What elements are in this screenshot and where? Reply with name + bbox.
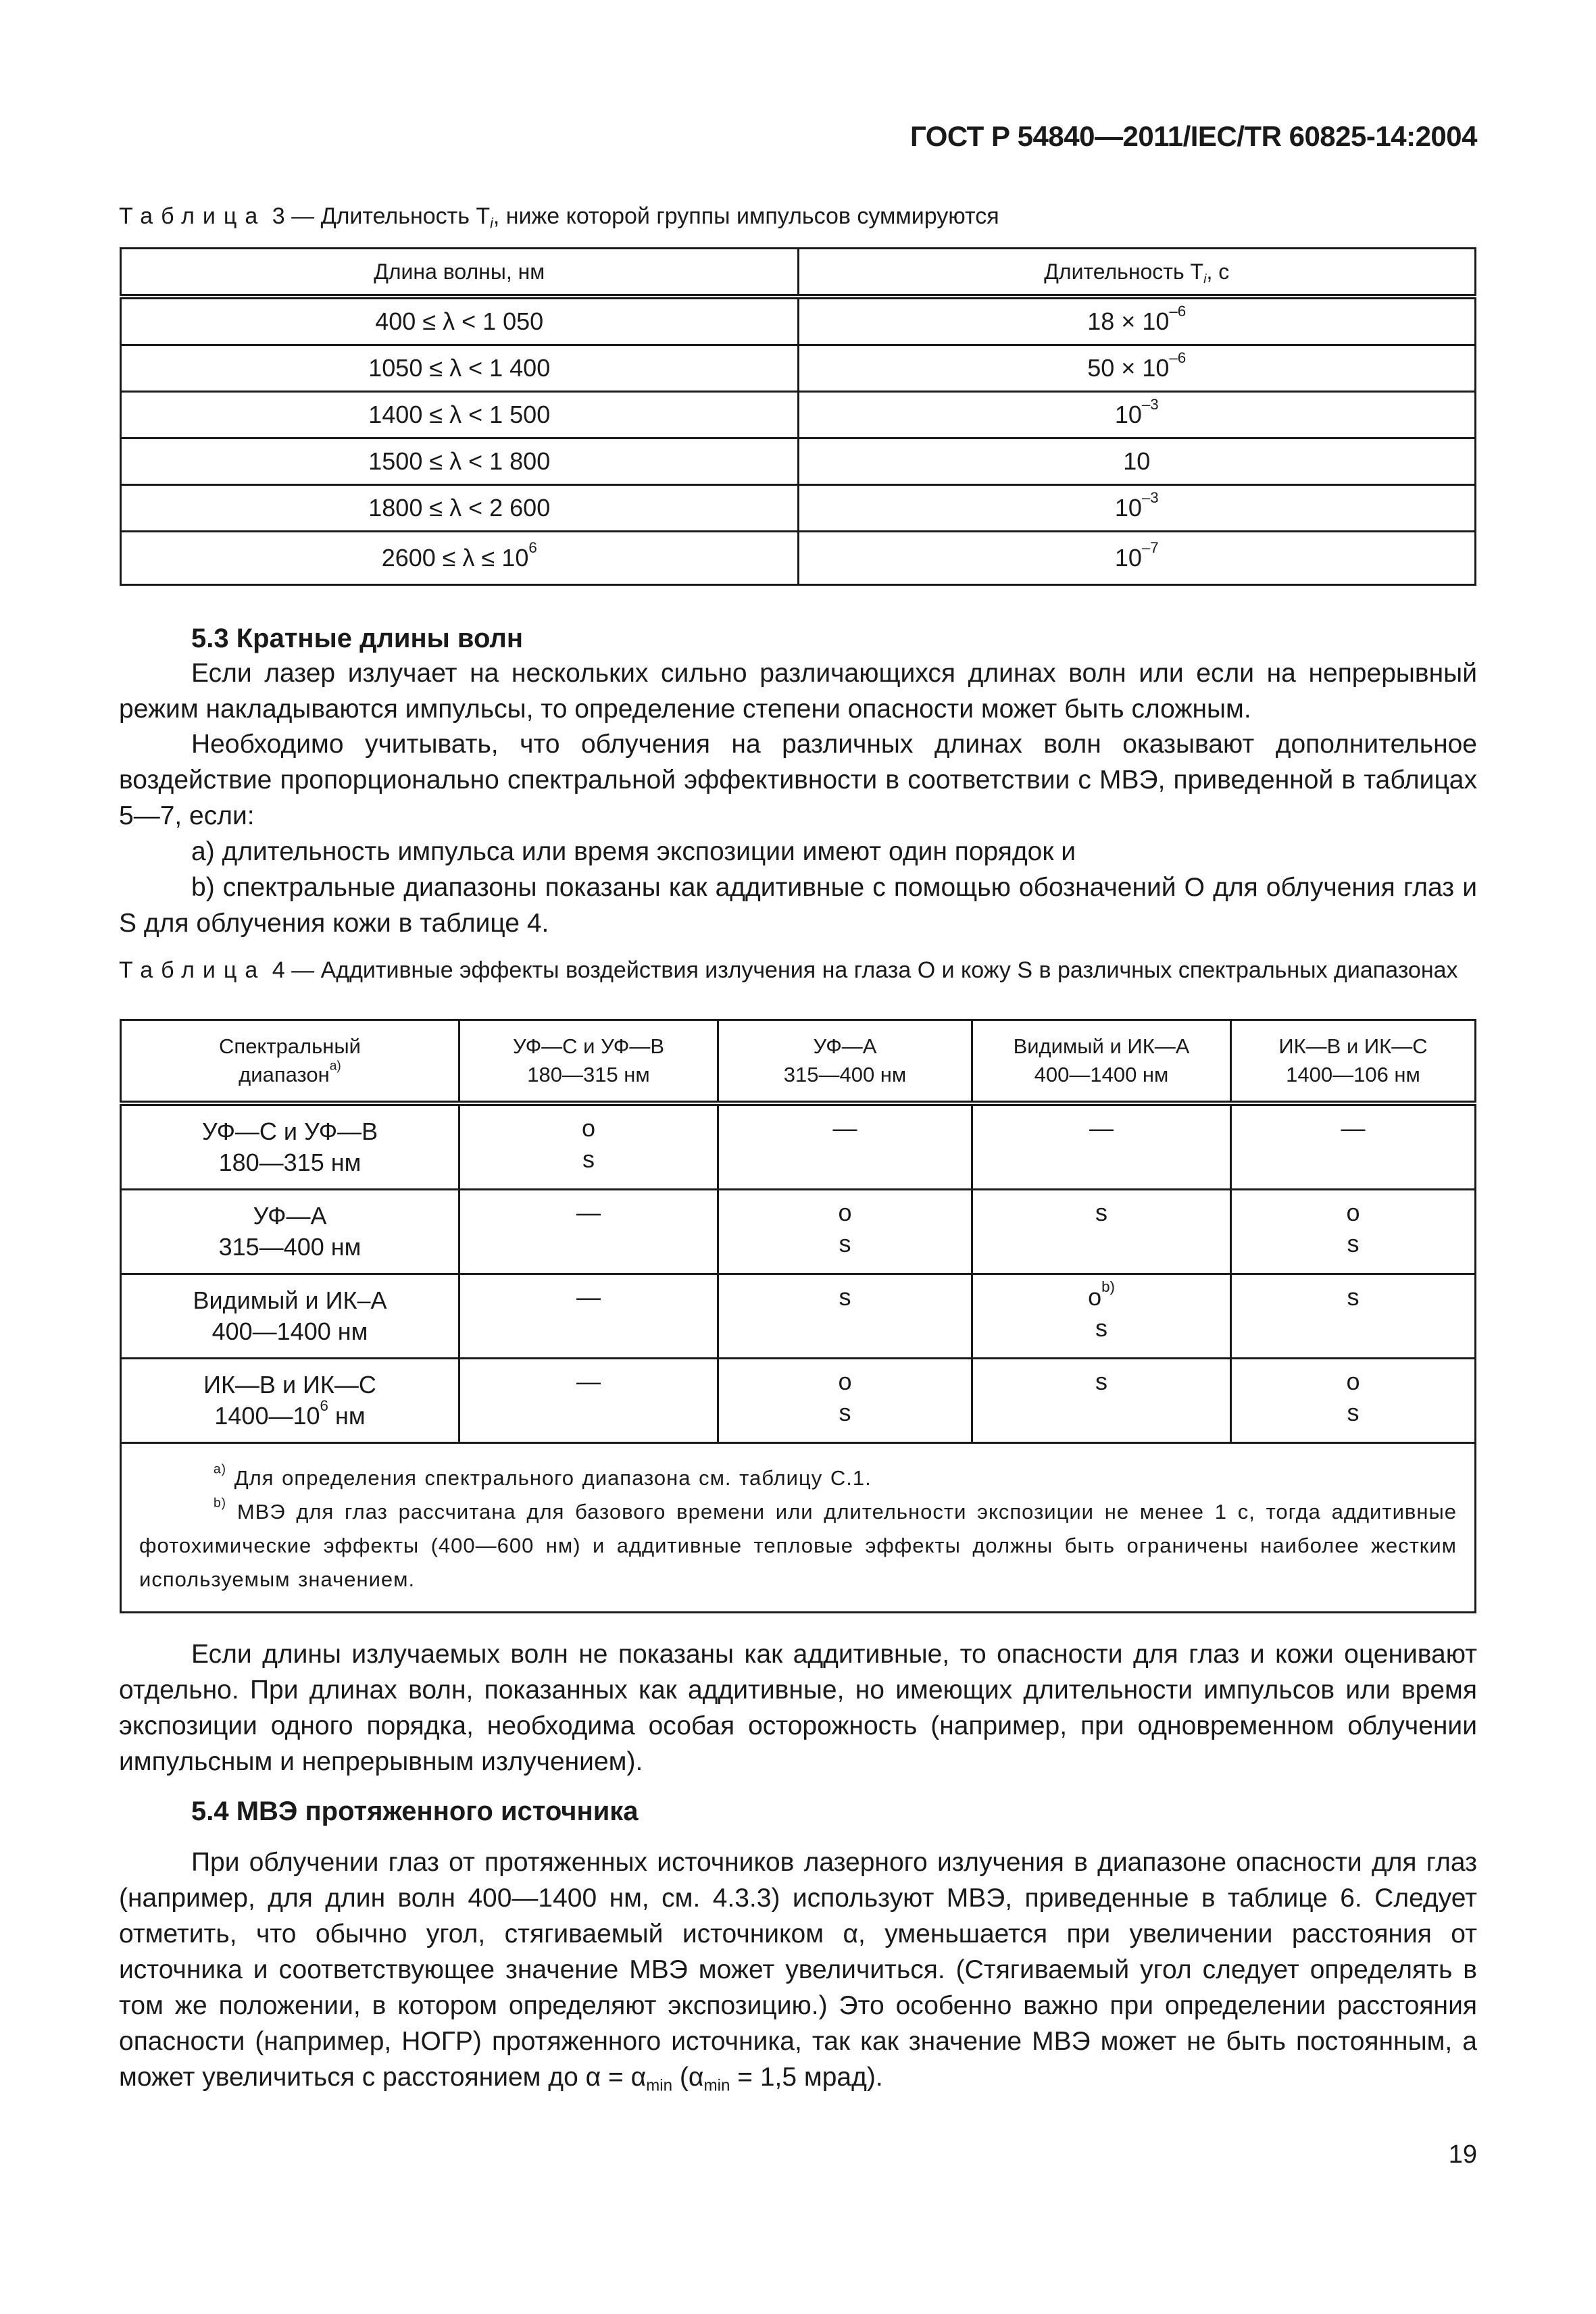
value-text: 10 [1114, 494, 1142, 522]
table4-col-header [1231, 1020, 1476, 1104]
row-line1: ИК—В и ИК—С [203, 1371, 376, 1399]
cell-line2: s [839, 1230, 851, 1257]
table4-footnotes-row [121, 1443, 1476, 1613]
value-sup: –3 [1141, 395, 1159, 413]
table4-cell [972, 1190, 1231, 1274]
table3-caption-label: Таблица [119, 203, 266, 229]
table3-range-cell [121, 345, 799, 392]
cell-line2: s [582, 1145, 595, 1173]
cell-line1: — [576, 1199, 601, 1226]
header-line2: 315—400 нм [783, 1063, 907, 1086]
header-line1: ИК—В и ИК—С [1278, 1034, 1428, 1058]
header-line2: 1400—106 нм [1286, 1063, 1420, 1086]
table4-row-header [121, 1103, 459, 1190]
table4-col-header [459, 1020, 718, 1104]
table-row [121, 532, 1476, 585]
value-text: 10 [1114, 401, 1142, 428]
footnote-a [139, 1461, 1457, 1495]
table4-row-header [121, 1274, 459, 1359]
table3-range-cell [121, 485, 799, 532]
page-number: 19 [1448, 2140, 1477, 2169]
table4-col-header [121, 1020, 459, 1104]
row-line2: 315—400 нм [218, 1233, 361, 1261]
section-5-4-paragraph [119, 1844, 1477, 2095]
range-text: 2600 ≤ λ ≤ 10 [381, 544, 529, 572]
table4-cell [1231, 1190, 1476, 1274]
table3-col-duration-unit: , с [1206, 259, 1230, 284]
table3-value-cell [798, 345, 1476, 392]
table4-caption-text: 4 — Аддитивные эффекты воздействия излучения на глаза О и кожу S в различных спектральных диапазонах [272, 957, 1458, 983]
row-line2: 400—1400 нм [211, 1317, 368, 1345]
table-row [121, 297, 1476, 345]
cell-line1: s [839, 1283, 851, 1311]
range-text: 1050 ≤ λ < 1 400 [368, 354, 551, 382]
row-line1: Видимый и ИК–А [193, 1286, 387, 1314]
value-sup: –7 [1141, 538, 1159, 556]
standard-header: ГОСТ Р 54840—2011/IEC/TR 60825-14:2004 [909, 120, 1477, 152]
header-line1: Видимый и ИК—А [1013, 1034, 1190, 1058]
cell-line1: о [1346, 1199, 1360, 1226]
table4-cell [972, 1274, 1231, 1359]
footnote-a-text: Для определения спектрального диапазона см. таблицу С.1. [226, 1466, 872, 1490]
table-row [121, 1103, 1476, 1190]
section-5-4-text: При облучении глаз от протяженных источников лазерного излучения в диапазоне опасности для глаз (например, для длин волн 400—1400 нм, см. 4.3.3) используют МВЭ, приведенные в таблице 6. Следует отметить, что обычно угол, стягиваемый источником α, уменьшается при увеличении расстояния от источника и соответствующее значение МВЭ может увеличиться. (Стягиваемый угол следует определять в том же положении, в котором определяют экспозицию.) Это особенно важно при определении расстояния опасности (например, НОГР) протяженного источника, так как значение МВЭ может не быть постоянным, а может увеличиться с расстоянием до α = α [119, 1848, 1477, 2092]
section-5-4-text-end: = 1,5 мрад). [730, 2063, 883, 2092]
header-line1: УФ—С и УФ—В [512, 1034, 665, 1058]
cell-line1: — [1341, 1114, 1366, 1142]
cell-line1: о [838, 1199, 852, 1226]
footnote-b-mark: b) [214, 1496, 227, 1511]
cell-line1: — [832, 1114, 857, 1142]
row-line2: 1400—10 [214, 1402, 320, 1430]
table3-value-cell [798, 438, 1476, 485]
table-row [121, 345, 1476, 392]
row-line2: 180—315 нм [218, 1149, 361, 1176]
table-row [121, 392, 1476, 438]
value-text: 10 [1123, 447, 1151, 475]
table3-caption-sub: i [490, 216, 493, 232]
table4-cell [718, 1190, 972, 1274]
cell-line1: — [576, 1283, 601, 1311]
table3-value-cell [798, 392, 1476, 438]
cell-line1: о [838, 1367, 852, 1395]
header-line2: диапазон [239, 1063, 330, 1086]
section-5-3-paragraph-1: Если лазер излучает на нескольких сильно различающихся длинах волн или если на непрерывный режим накладываются импульсы, то определение степени опасности может быть сложным. [119, 659, 1477, 724]
table4-footnotes [121, 1443, 1476, 1613]
value-text: 10 [1114, 544, 1142, 572]
cell-line1: о [1346, 1367, 1360, 1395]
table4-caption [119, 955, 1477, 986]
value-text: 50 × 10 [1087, 354, 1170, 382]
header-line1: Спектральный [219, 1034, 361, 1058]
section-5-3-title: 5.3 Кратные длины волн [191, 624, 523, 653]
section-5-4-title: 5.4 МВЭ протяженного источника [191, 1796, 639, 1826]
table4-cell [972, 1359, 1231, 1443]
footnote-b-text: МВЭ для глаз рассчитана для базового времени или длительности экспозиции не менее 1 с, тогда аддитивные фотохимические эффекты (400—600 нм) и аддитивные тепловые эффекты должны быть ограничены наиболее жестким используемым значением. [139, 1500, 1457, 1591]
table4-cell [459, 1359, 718, 1443]
table4-cell [718, 1274, 972, 1359]
table3-caption [119, 201, 999, 232]
table3-range-cell [121, 392, 799, 438]
table3-col-duration-label: Длительность T [1044, 259, 1204, 284]
value-sup: –6 [1169, 302, 1187, 320]
table3-caption-tail: , ниже которой группы импульсов суммируются [493, 203, 999, 229]
table3-range-cell [121, 438, 799, 485]
table4-col-header [972, 1020, 1231, 1104]
table4-row-header [121, 1359, 459, 1443]
cell-line2: s [1347, 1399, 1360, 1426]
range-text: 1800 ≤ λ < 2 600 [368, 494, 551, 522]
table3 [120, 247, 1476, 586]
cell-line1: s [1095, 1367, 1107, 1395]
cell-line1: о [1088, 1283, 1102, 1311]
row-line1: УФ—А [253, 1202, 327, 1230]
cell-line1: — [1089, 1114, 1114, 1142]
table4-caption-label: Таблица [119, 957, 266, 983]
section-5-3-item-a: а) длительность импульса или время экспозиции имеют один порядок и [191, 837, 1076, 866]
footnote-a-mark: а) [214, 1462, 227, 1477]
table4-cell [459, 1190, 718, 1274]
table-row [121, 485, 1476, 532]
cell-line1: — [576, 1367, 601, 1395]
table3-col-duration [798, 249, 1476, 297]
header-line2: 400—1400 нм [1034, 1063, 1169, 1086]
table4-row-header [121, 1190, 459, 1274]
table3-range-cell [121, 532, 799, 585]
cell-line1: s [1095, 1199, 1107, 1226]
header-line1: УФ—А [813, 1034, 877, 1058]
table3-range-cell [121, 297, 799, 345]
table4-cell [718, 1359, 972, 1443]
table-row [121, 1190, 1476, 1274]
value-text: 18 × 10 [1087, 307, 1170, 335]
table3-header-row [121, 249, 1476, 297]
table3-value-cell [798, 297, 1476, 345]
table4-header-row [121, 1020, 1476, 1104]
table-row [121, 1359, 1476, 1443]
table3-caption-text: 3 — Длительность T [272, 203, 491, 229]
row-line1: УФ—С и УФ—В [201, 1117, 378, 1145]
header-line2: 180—315 нм [527, 1063, 650, 1086]
table-row [121, 1274, 1476, 1359]
table4-cell [718, 1103, 972, 1190]
range-text: 400 ≤ λ < 1 050 [375, 307, 544, 335]
table-row [121, 438, 1476, 485]
table4-col-header [718, 1020, 972, 1104]
alpha-min-sub: min [703, 2076, 730, 2095]
table4-cell [1231, 1103, 1476, 1190]
cell-line1: о [581, 1114, 596, 1142]
table4 [120, 1019, 1476, 1613]
cell-line2: s [1347, 1230, 1360, 1257]
cell-line2: s [1095, 1314, 1107, 1342]
table3-col-wavelength: Длина волны, нм [121, 249, 799, 297]
row-unit: нм [328, 1402, 366, 1430]
table4-cell [972, 1103, 1231, 1190]
row-sup: 6 [320, 1397, 328, 1414]
range-sup: 6 [528, 538, 537, 556]
cell-sup: b) [1101, 1278, 1115, 1295]
range-text: 1400 ≤ λ < 1 500 [368, 401, 551, 428]
alpha-min-sub: min [646, 2076, 673, 2095]
section-5-3-paragraph-2: Необходимо учитывать, что облучения на различных длинах волн оказывают дополнительное воздействие пропорционально спектральной эффективности в соответствии с МВЭ, приведенной в таблицах 5—7, если: [119, 730, 1477, 830]
section-5-4-text-mid: (α [672, 2063, 704, 2092]
after-table4-paragraph: Если длины излучаемых волн не показаны как аддитивные, то опасности для глаз и кожи оценивают отдельно. При длинах волн, показанных как аддитивные, но имеющих длительности импульсов или время экспозиции одного порядка, необходима особая осторожность (например, при одновременном облучении импульсным и непрерывным излучением). [119, 1640, 1477, 1776]
value-sup: –3 [1141, 488, 1159, 506]
footnote-b [139, 1495, 1457, 1596]
table4-cell [459, 1274, 718, 1359]
cell-line2: s [839, 1399, 851, 1426]
table4-cell [1231, 1274, 1476, 1359]
range-text: 1500 ≤ λ < 1 800 [368, 447, 551, 475]
table4-cell [459, 1103, 718, 1190]
cell-line1: s [1347, 1283, 1360, 1311]
table3-col-duration-sub: i [1203, 271, 1207, 286]
header-sup: а) [329, 1059, 341, 1074]
table4-cell [1231, 1359, 1476, 1443]
value-sup: –6 [1169, 349, 1187, 366]
section-5-3-item-b: b) спектральные диапазоны показаны как аддитивные с помощью обозначений О для облучения глаз и S для облучения кожи в таблице 4. [119, 873, 1477, 938]
table3-value-cell [798, 532, 1476, 585]
table3-value-cell [798, 485, 1476, 532]
